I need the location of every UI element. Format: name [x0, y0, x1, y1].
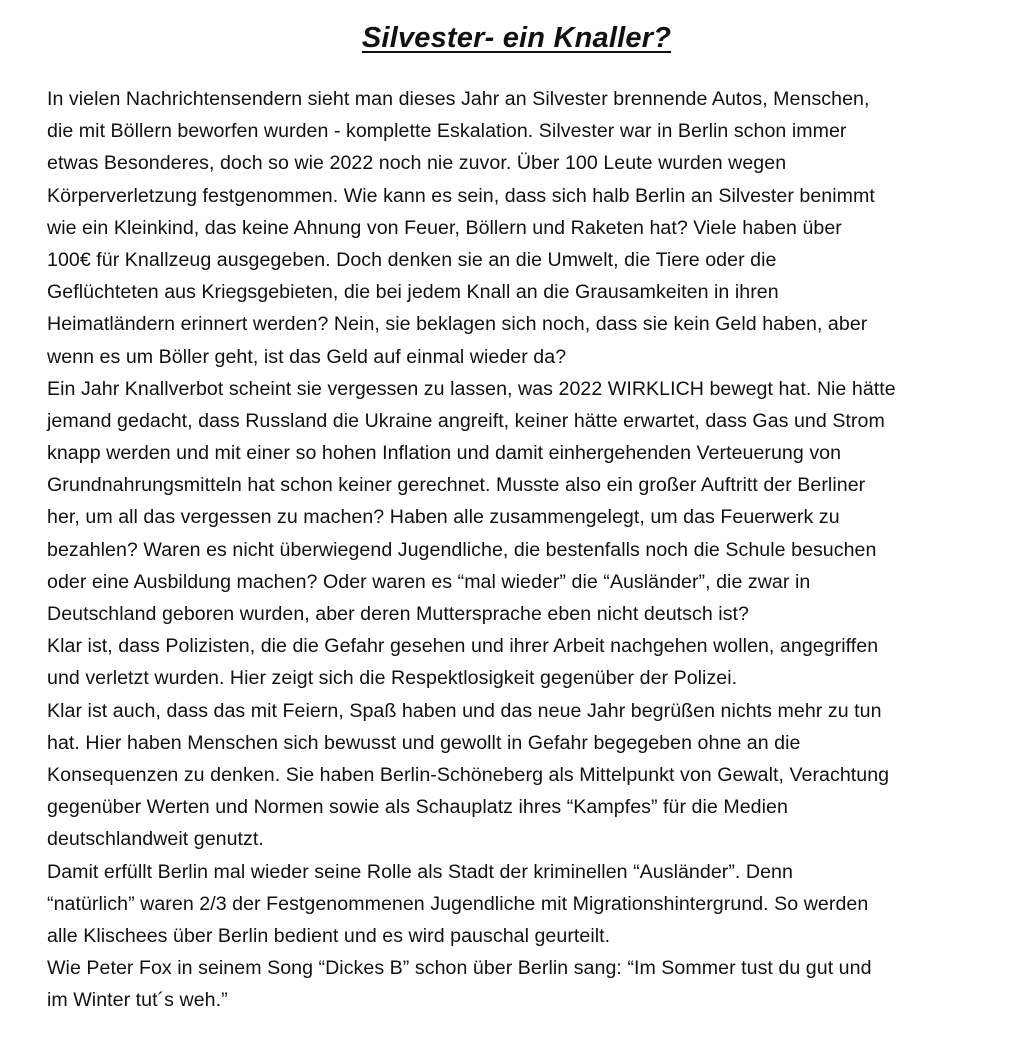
- text-line: Klar ist auch, dass das mit Feiern, Spaß haben und das neue Jahr begrüßen nichts mehr zu tun: [47, 699, 882, 722]
- text-line: In vielen Nachrichtensendern sieht man dieses Jahr an Silvester brennende Autos, Menschen,: [47, 88, 870, 110]
- text-line: Damit erfüllt Berlin mal wieder seine Rolle als Stadt der kriminellen “Ausländer”. Denn: [47, 860, 793, 883]
- text-line: gegenüber Werten und Normen sowie als Schauplatz ihres “Kampfes” für die Medien: [47, 796, 788, 819]
- text-line: etwas Besonderes, doch so wie 2022 noch nie zuvor. Über 100 Leute wurden wegen: [47, 152, 787, 175]
- text-line: im Winter tut´s weh.”: [47, 989, 228, 1012]
- article-body: [47, 83, 1007, 1016]
- text-line: die mit Böllern beworfen wurden - komplette Eskalation. Silvester war in Berlin schon immer: [47, 120, 847, 143]
- text-line: hat. Hier haben Menschen sich bewusst und gewollt in Gefahr begegeben ohne an die: [47, 731, 801, 754]
- text-line: Ein Jahr Knallverbot scheint sie vergessen zu lassen, was 2022 WIRKLICH bewegt hat. Nie hätte: [47, 377, 896, 400]
- text-line: Wie Peter Fox in seinem Song “Dickes B” schon über Berlin sang: “Im Sommer tust du gut und: [47, 957, 872, 980]
- text-line: Geflüchteten aus Kriegsgebieten, die bei jedem Knall an die Grausamkeiten in ihren: [47, 281, 779, 304]
- text-line: und verletzt wurden. Hier zeigt sich die Respektlosigkeit gegenüber der Polizei.: [47, 667, 738, 690]
- text-line: bezahlen? Waren es nicht überwiegend Jugendliche, die bestenfalls noch die Schule besuchen: [47, 538, 877, 561]
- text-line: deutschlandweit genutzt.: [47, 828, 264, 851]
- page-title: Silvester- ein Knaller?: [361, 22, 672, 54]
- text-line: oder eine Ausbildung machen? Oder waren es “mal wieder” die “Ausländer”, die zwar in: [47, 570, 811, 593]
- text-line: Klar ist, dass Polizisten, die die Gefahr gesehen und ihrer Arbeit nachgehen wollen, angegriffen: [47, 635, 879, 658]
- text-line: “natürlich” waren 2/3 der Festgenommenen Jugendliche mit Migrationshintergrund. So werden: [47, 892, 869, 915]
- text-line: her, um all das vergessen zu machen? Haben alle zusammengelegt, um das Feuerwerk zu: [47, 506, 840, 529]
- text-line: Deutschland geboren wurden, aber deren Muttersprache eben nicht deutsch ist?: [47, 603, 749, 625]
- text-line: 100€ für Knallzeug ausgegeben. Doch denken sie an die Umwelt, die Tiere oder die: [47, 248, 777, 271]
- text-line: alle Klischees über Berlin bedient und es wird pauschal geurteilt.: [47, 924, 611, 947]
- text-line: Konsequenzen zu denken. Sie haben Berlin-Schöneberg als Mittelpunkt von Gewalt, Verachtung: [47, 763, 890, 786]
- text-line: wenn es um Böller geht, ist das Geld auf einmal wieder da?: [47, 345, 567, 368]
- text-line: knapp werden und mit einer so hohen Inflation und damit einhergehenden Verteuerung von: [47, 442, 842, 465]
- text-line: Heimatländern erinnert werden? Nein, sie beklagen sich noch, dass sie kein Geld haben, aber: [47, 313, 868, 336]
- text-line: Grundnahrungsmitteln hat schon keiner gerechnet. Musste also ein großer Auftritt der Berliner: [47, 474, 866, 497]
- text-line: Körperverletzung festgenommen. Wie kann es sein, dass sich halb Berlin an Silvester benimmt: [47, 184, 875, 207]
- text-line: wie ein Kleinkind, das keine Ahnung von Feuer, Böllern und Raketen hat? Viele haben über: [47, 216, 842, 239]
- text-line: jemand gedacht, dass Russland die Ukraine angreift, keiner hätte erwartet, dass Gas und Strom: [47, 409, 885, 432]
